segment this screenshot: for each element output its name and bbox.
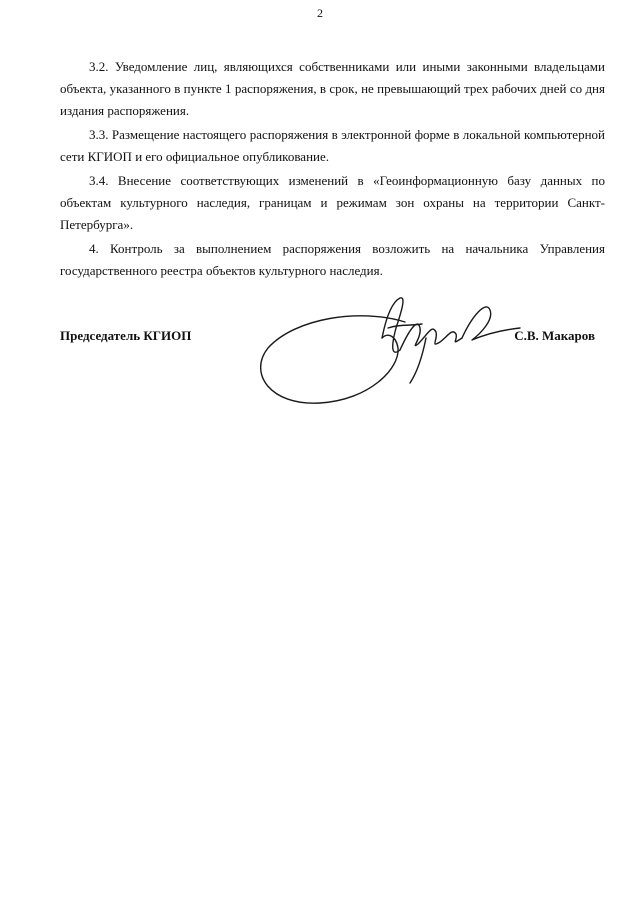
- document-body: [60, 56, 605, 284]
- page-number: 2: [317, 6, 323, 20]
- signature-block: [0, 280, 640, 420]
- signer-name: С.В. Макаров: [514, 328, 595, 343]
- handwritten-signature: [250, 288, 530, 418]
- paragraph-3-2: 3.2. Уведомление лиц, являющихся собственниками или иными законными владельцами объекта, указанного в пункте 1 распоряжения, в срок, не превышающий трех рабочих дней со дня издания распоряжения.: [60, 59, 605, 118]
- paragraph-3-4: 3.4. Внесение соответствующих изменений в «Геоинформационную базу данных по объектам культурного наследия, границам и режимам зон охраны на территории Санкт-Петербурга».: [60, 173, 605, 232]
- signer-title: Председатель КГИОП: [60, 328, 192, 343]
- paragraph-4: 4. Контроль за выполнением распоряжения возложить на начальника Управления государственного реестра объектов культурного наследия.: [60, 241, 605, 278]
- paragraph-3-3: 3.3. Размещение настоящего распоряжения в электронной форме в локальной компьютерной сети КГИОП и его официальное опубликование.: [60, 127, 605, 164]
